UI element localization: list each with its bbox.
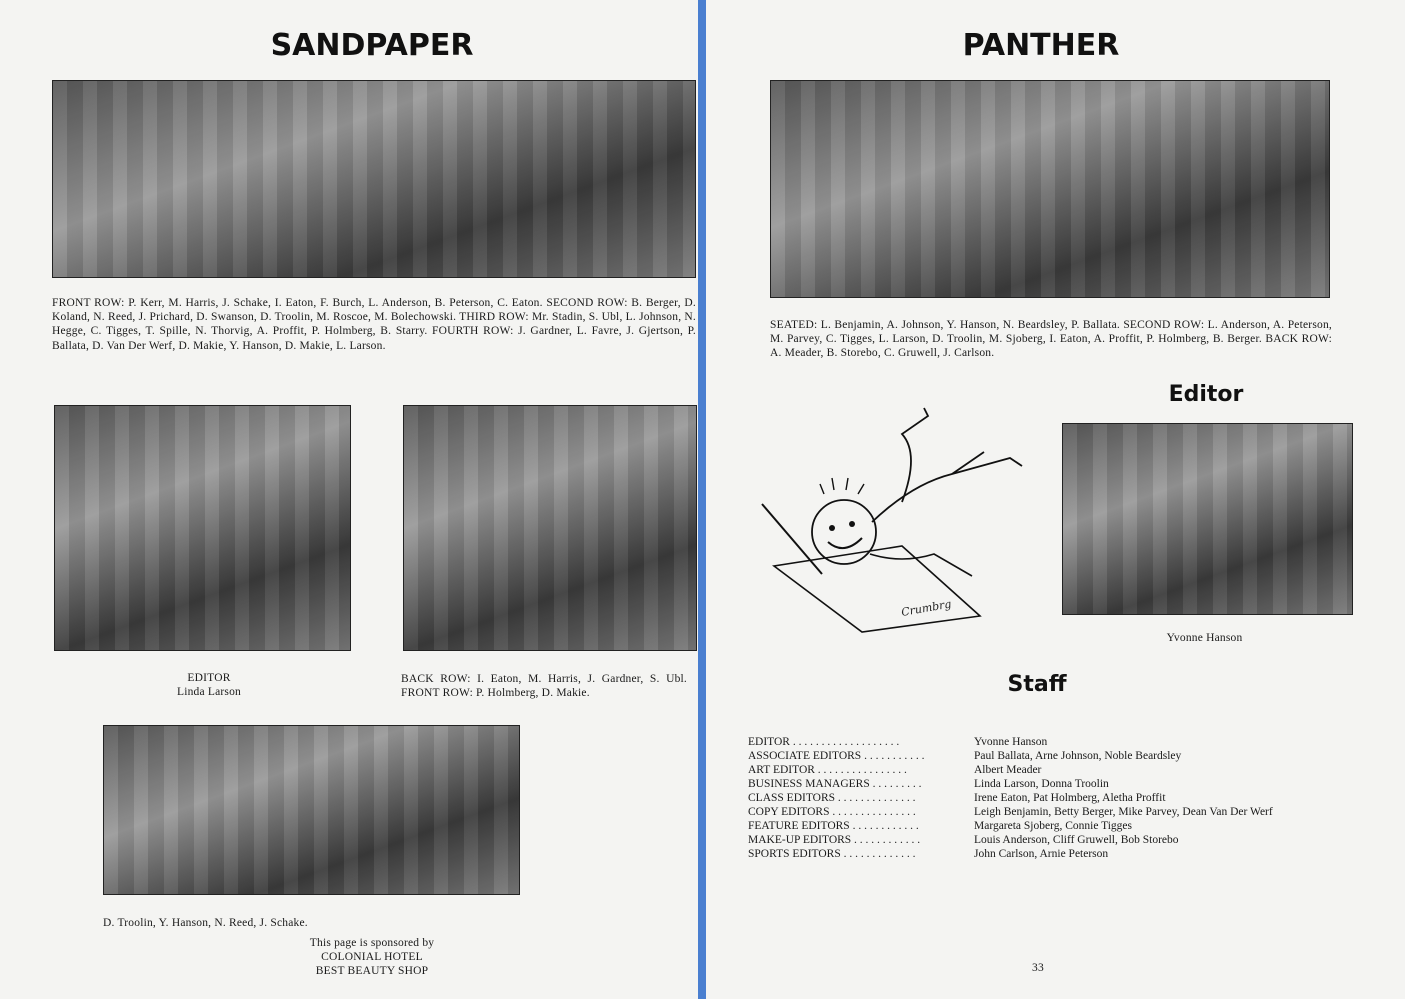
sponsor-line-2: COLONIAL HOTEL (321, 951, 423, 963)
staff-working-photo (403, 405, 697, 651)
editor-typing-photo (54, 405, 351, 651)
staff-role: ART EDITOR . . . . . . . . . . . . . . . . (748, 764, 907, 776)
sponsor-line-3: BEST BEAUTY SHOP (315, 965, 429, 977)
editor-name-label: Linda Larson (176, 686, 242, 698)
editor-photo-caption: Yvonne Hanson (1166, 632, 1243, 644)
editor-heading: Editor (1168, 382, 1244, 407)
page-gutter (698, 0, 706, 999)
staff-role: SPORTS EDITORS . . . . . . . . . . . . . (748, 848, 916, 860)
table-group-photo (103, 725, 520, 895)
left-page (0, 0, 698, 999)
staff-role: COPY EDITORS . . . . . . . . . . . . . . . (748, 806, 916, 818)
staff-names: Irene Eaton, Pat Holmberg, Aletha Proffit (974, 792, 1166, 804)
sandpaper-title: SANDPAPER (270, 28, 474, 63)
staff-role: MAKE-UP EDITORS . . . . . . . . . . . . (748, 834, 921, 846)
staff-heading: Staff (1007, 672, 1067, 697)
editor-role-label: EDITOR (187, 672, 231, 684)
staff-role: BUSINESS MANAGERS . . . . . . . . . (748, 778, 922, 790)
staff-names: Linda Larson, Donna Troolin (974, 778, 1109, 790)
staff-role: ASSOCIATE EDITORS . . . . . . . . . . . (748, 750, 925, 762)
staff-names: Yvonne Hanson (974, 736, 1048, 748)
staff-names: Paul Ballata, Arne Johnson, Noble Beardsley (974, 750, 1182, 762)
staff-names: Leigh Benjamin, Betty Berger, Mike Parvey, Dean Van Der Werf (974, 806, 1273, 818)
workers-caption: BACK ROW: I. Eaton, M. Harris, J. Gardner, S. Ubl. FRONT ROW: P. Holmberg, D. Makie. (401, 673, 687, 700)
sandpaper-group-photo (52, 80, 696, 278)
page-number: 33 (1032, 962, 1044, 974)
staff-names: Albert Meader (974, 764, 1042, 776)
staff-names: John Carlson, Arnie Peterson (974, 848, 1109, 860)
cartoon-sketch (752, 404, 1032, 644)
staff-names: Louis Anderson, Cliff Gruwell, Bob Storebo (974, 834, 1179, 846)
panther-group-caption: SEATED: L. Benjamin, A. Johnson, Y. Hanson, N. Beardsley, P. Ballata. SECOND ROW: L. Anderson, A. Peterson, M. Parvey, C. Tigges, L. Larson, D. Troolin, M. Sjoberg, I. Eaton, A. Proffit, P. Holmberg, B. Berger. BACK ROW: A. Meader, B. Storebo, C. Gruwell, J. Carlson. (770, 319, 1332, 360)
editor-photo (1062, 423, 1353, 615)
staff-role: EDITOR . . . . . . . . . . . . . . . . . . . (748, 736, 900, 748)
staff-role: CLASS EDITORS . . . . . . . . . . . . . . (748, 792, 916, 804)
sponsor-line-1: This page is sponsored by (309, 937, 435, 949)
sketch-signature: Crumbrg (900, 597, 953, 619)
table-group-caption: D. Troolin, Y. Hanson, N. Reed, J. Schake. (103, 917, 308, 929)
panther-title: PANTHER (962, 28, 1120, 63)
panther-group-photo (770, 80, 1330, 298)
staff-names: Margareta Sjoberg, Connie Tigges (974, 820, 1133, 832)
sandpaper-group-caption: FRONT ROW: P. Kerr, M. Harris, J. Schake, I. Eaton, F. Burch, L. Anderson, B. Peterson, C. Eaton. SECOND ROW: B. Berger, D. Koland, N. Reed, J. Prichard, D. Swanson, D. Troolin, M. Roscoe, M. Bolechowski. THIRD ROW: Mr. Stadin, S. Ubl, L. Johnson, N. Hegge, C. Tigges, T. Spille, N. Thorvig, A. Proffit, P. Holmberg, B. Starry. FOURTH ROW: J. Gardner, L. Favre, J. Gjertson, P. Ballata, D. Van Der Werf, D. Makie, Y. Hanson, D. Makie, L. Larson. (52, 297, 696, 352)
staff-role: FEATURE EDITORS . . . . . . . . . . . . (748, 820, 919, 832)
